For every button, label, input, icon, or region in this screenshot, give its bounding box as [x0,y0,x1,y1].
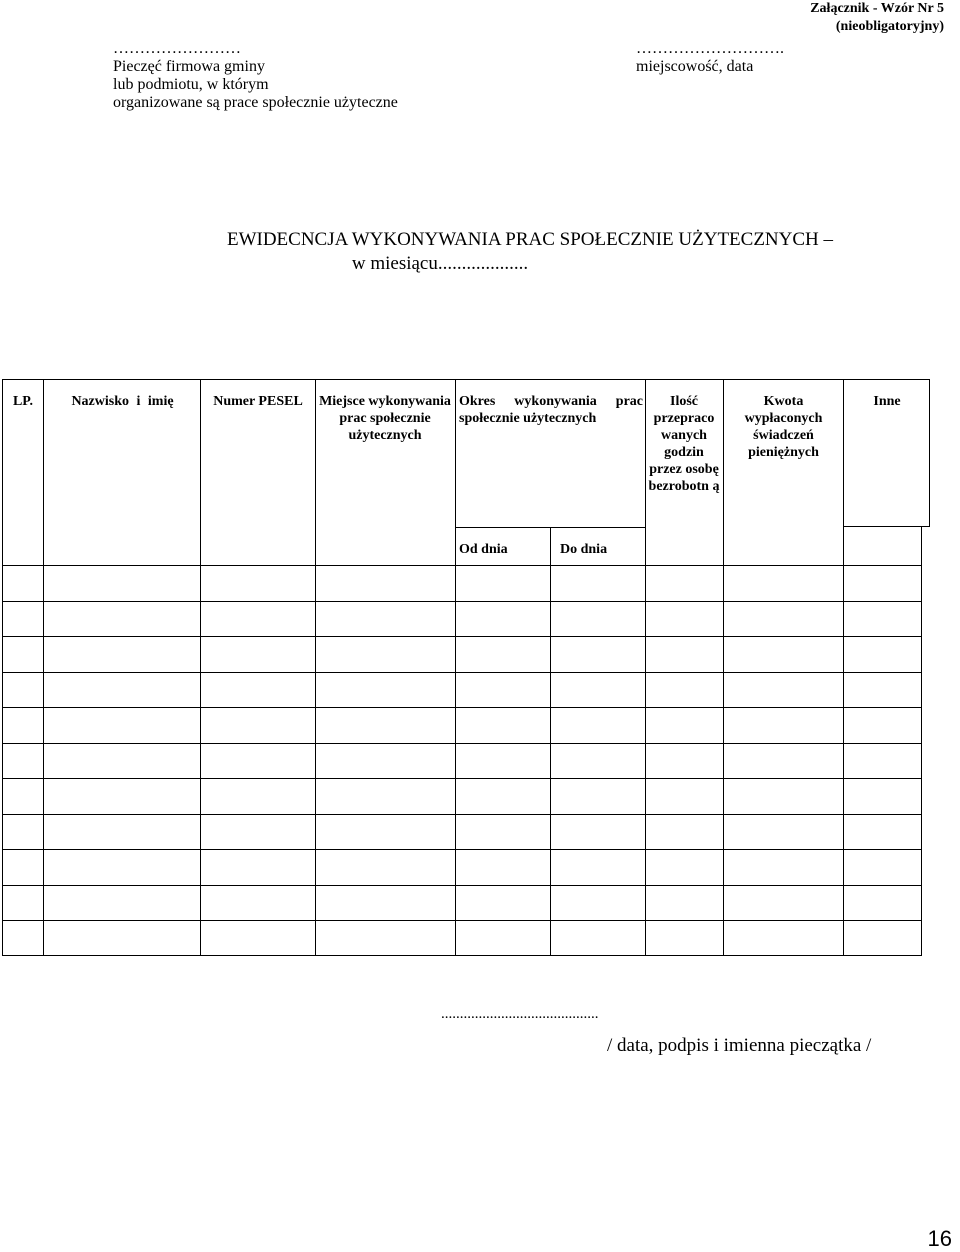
table-row-line [2,885,922,886]
inne-right-border [929,379,930,527]
annex-title: Załącznik - Wzór Nr 5 [810,1,944,16]
table-right-border [921,527,922,956]
place-date-dots: ………………………. [636,40,784,57]
table-row-line [2,601,922,602]
header-pesel: Numer PESEL [213,394,303,409]
header-name: Nazwisko i imię [71,394,174,409]
table-row-line [2,672,922,673]
table-row-line [2,849,922,850]
table-bottom-border [2,955,922,956]
table-row-line [2,743,922,744]
title-line-2: w miesiącu................... [351,253,529,274]
col-divider-7 [723,379,724,956]
table-row-line [2,707,922,708]
header-period: Okres wykonywania prac społecznie użytecznych [459,394,643,426]
header-from: Od dnia [459,542,508,557]
stamp-line-1: Pieczęć firmowa gminy [113,58,265,75]
header-other: Inne [873,394,901,409]
col-divider-3 [315,379,316,956]
stamp-dots: …………………… [113,40,241,57]
col-divider-6 [645,379,646,956]
table-row-line [2,920,922,921]
header-bottom-line [2,565,922,566]
header-place: Miejsce wykonywania prac społecznie użytecznych [319,394,451,443]
col-divider-8 [843,379,844,956]
table-row-line [2,778,922,779]
annex-note: (nieobligatoryjny) [835,19,944,34]
header-lp: LP. [12,394,34,409]
col-divider-1 [43,379,44,956]
inne-bottom-border [843,526,930,527]
col-divider-5 [550,527,551,956]
stamp-line-2: lub podmiotu, w którym [113,76,269,93]
signature-dots: .......................................... [441,1006,599,1022]
table-top-border [2,379,930,380]
title-line-1: EWIDECNCJA WYKONYWANIA PRAC SPOŁECZNIE UŻYTECZNYCH – [226,229,834,250]
signature-label: / data, podpis i imienna pieczątka / [607,1035,872,1056]
col-divider-2 [200,379,201,956]
table-row-line [2,814,922,815]
col-divider-4 [455,379,456,956]
stamp-line-3: organizowane są prace społecznie użyteczne [113,94,398,111]
header-hours: Ilość przepraco wanych godzin przez osobę bezrobotn ą [648,394,720,494]
table-row-line [2,636,922,637]
page-number: 16 [927,1226,952,1251]
header-amount: Kwota wypłaconych świadczeń pieniężnych [744,394,823,460]
place-date-label: miejscowość, data [636,58,754,75]
table-left-border [2,379,3,956]
header-to: Do dnia [560,542,608,557]
